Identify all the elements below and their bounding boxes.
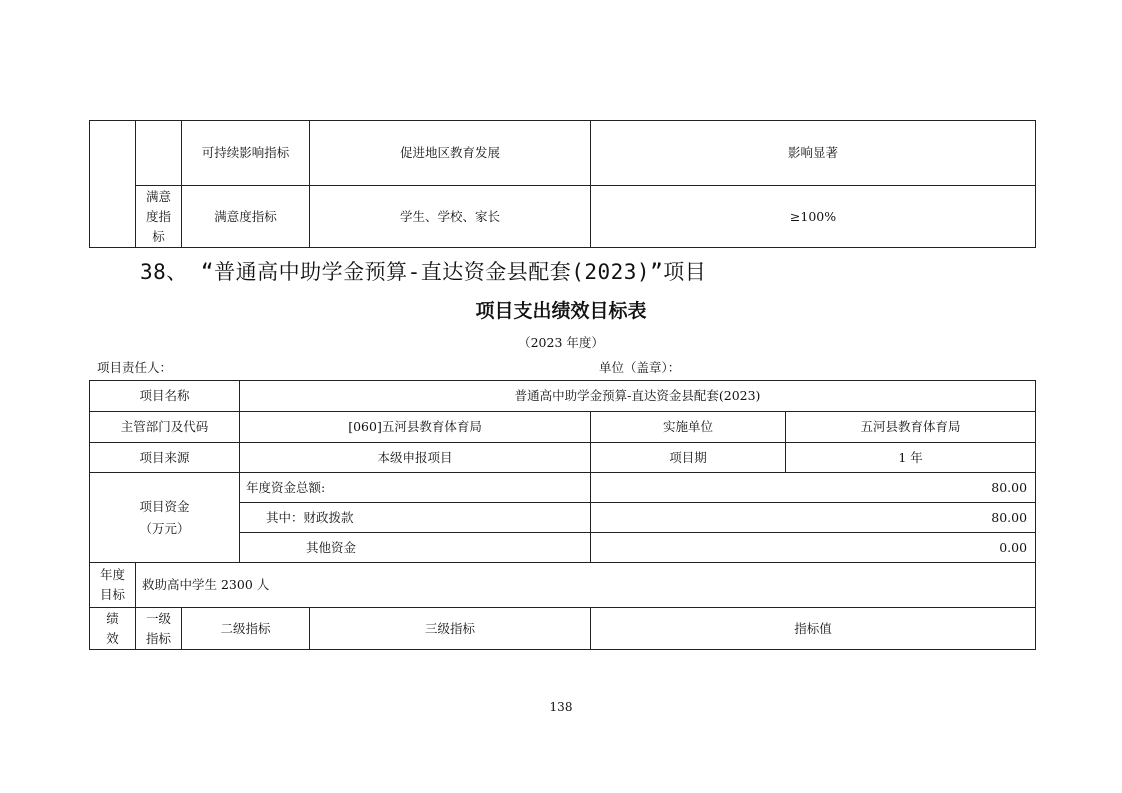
period-label: 项目期 (591, 443, 786, 473)
responsible-label: 项目责任人： (97, 360, 173, 375)
project-name-value: 普通高中助学金预算-直达资金县配套(2023) (240, 381, 1036, 412)
source-label: 项目来源 (90, 443, 240, 473)
value-header: 指标值 (591, 608, 1036, 650)
performance-table-continued (89, 120, 1036, 248)
level2-cell: 可持续影响指标 (182, 121, 310, 186)
project-name-label: 项目名称 (90, 381, 240, 412)
unit-label: 单位（盖章）： (599, 360, 681, 375)
dept-value: [060]五河县教育体育局 (240, 412, 591, 443)
page-title: 项目支出绩效目标表 (475, 300, 647, 322)
level3-header: 三级指标 (310, 608, 591, 650)
impl-label: 实施单位 (591, 412, 786, 443)
fiscal-value: 80.00 (591, 503, 1036, 533)
perf-label: 绩 效 (90, 608, 136, 650)
level3-cell: 促进地区教育发展 (310, 121, 591, 186)
value-cell: ≥100% (591, 186, 1036, 248)
source-value: 本级申报项目 (240, 443, 591, 473)
other-label: 其他资金 (240, 533, 591, 563)
annual-total-label: 年度资金总额: (240, 473, 591, 503)
empty-cell (136, 121, 182, 186)
section-heading: 38、 “普通高中助学金预算-直达资金县配套(2023)”项目 (140, 260, 707, 284)
level2-cell: 满意度指标 (182, 186, 310, 248)
other-value: 0.00 (591, 533, 1036, 563)
page-number: 138 (549, 700, 573, 714)
period-value: 1 年 (786, 443, 1036, 473)
goal-value: 救助高中学生 2300 人 (136, 563, 1036, 608)
year-label: （2023 年度） (518, 335, 604, 350)
fiscal-label: 其中：财政拨款 (240, 503, 591, 533)
level1-cell: 满意 度指 标 (136, 186, 182, 248)
impl-value: 五河县教育体育局 (786, 412, 1036, 443)
annual-total-value: 80.00 (591, 473, 1036, 503)
performance-target-table (89, 380, 1036, 650)
level3-cell: 学生、学校、家长 (310, 186, 591, 248)
goal-label: 年度 目标 (90, 563, 136, 608)
dept-label: 主管部门及代码 (90, 412, 240, 443)
level2-header: 二级指标 (182, 608, 310, 650)
value-cell: 影响显著 (591, 121, 1036, 186)
fund-label: 项目资金 （万元） (90, 473, 240, 563)
level1-header: 一级 指标 (136, 608, 182, 650)
empty-cell (90, 121, 136, 248)
